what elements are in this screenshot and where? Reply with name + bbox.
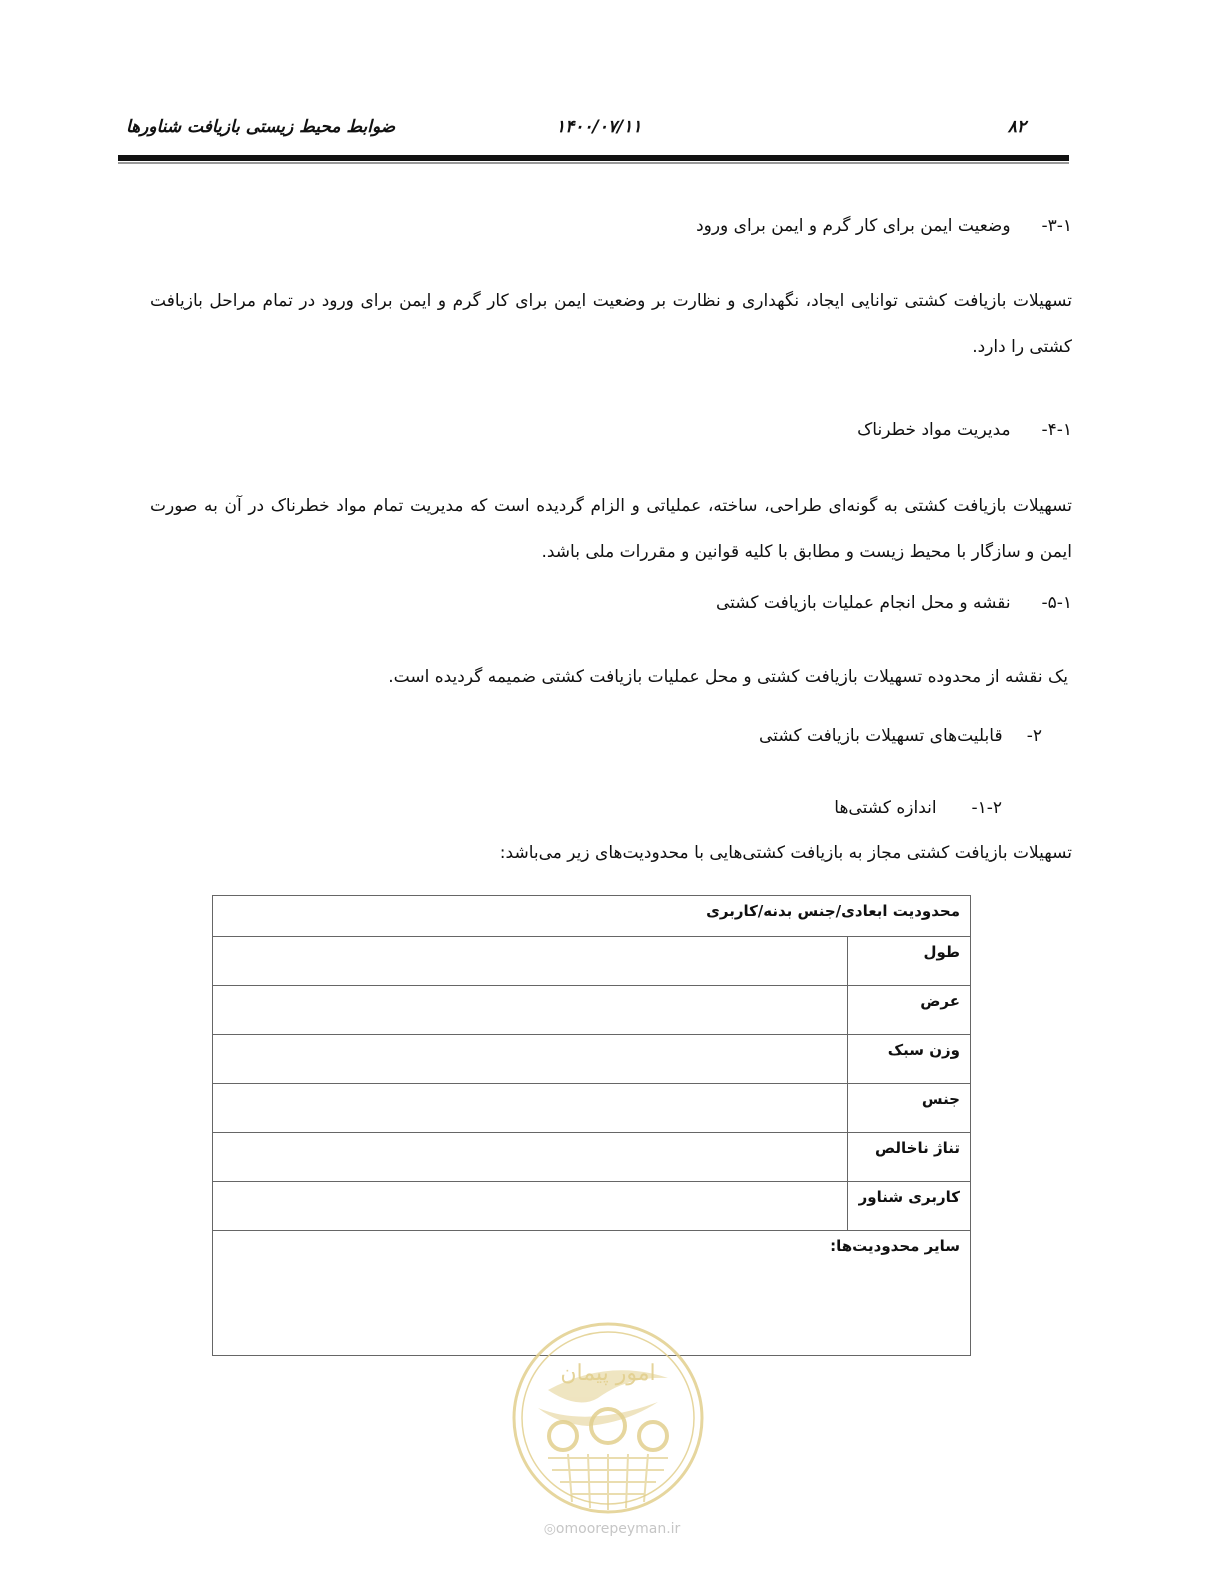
section-heading-2 [759, 726, 1042, 746]
watermark-url [522, 1521, 702, 1537]
row-label: وزن سبک [848, 1035, 971, 1084]
table-header-cell: محدودیت ابعادی/جنس بدنه/کاربری [213, 896, 971, 937]
section-number: ۳-۱- [1041, 216, 1072, 236]
row-label: جنس [848, 1084, 971, 1133]
header-rule [118, 155, 1069, 161]
paragraph-safe-work: تسهیلات بازیافت کشتی توانایی ایجاد، نگهداری و نظارت بر وضعیت ایمن برای کار گرم و ایمن برای ورود در تمام مراحل بازیافت کشتی را دارد. [150, 291, 1072, 357]
other-limits-cell: سایر محدودیت‌ها: [213, 1231, 971, 1356]
table-row [213, 1133, 971, 1182]
table-row [213, 1035, 971, 1084]
row-value [213, 986, 848, 1035]
paragraph-size-limits: تسهیلات بازیافت کشتی مجاز به بازیافت کشتی‌هایی با محدودیت‌های زیر می‌باشد: [499, 843, 1072, 863]
section-heading-1-4 [857, 420, 1072, 440]
row-label: تناژ ناخالص [848, 1133, 971, 1182]
row-value [213, 1133, 848, 1182]
page-number: ۸۲ [1007, 117, 1026, 137]
row-value [213, 1084, 848, 1133]
section-number: ۲- [1026, 726, 1042, 746]
section-number: ۱-۲- [971, 798, 1002, 818]
row-label: طول [848, 937, 971, 986]
section-number: ۴-۱- [1041, 420, 1072, 440]
row-label: کاربری شناور [848, 1182, 971, 1231]
section-heading-2-1 [834, 798, 1002, 818]
table-row [213, 1182, 971, 1231]
section-title: قابلیت‌های تسهیلات بازیافت کشتی [759, 726, 1003, 746]
watermark-url-text: omoorepeyman.ir [555, 1521, 681, 1537]
row-value [213, 1182, 848, 1231]
document-date: ۱۴۰۰/۰۷/۱۱ [556, 117, 642, 137]
row-label: عرض [848, 986, 971, 1035]
limits-table [212, 895, 971, 1356]
section-heading-1-3 [696, 216, 1072, 236]
globe-icon: ◎ [543, 1521, 556, 1537]
row-value [213, 1035, 848, 1084]
row-value [213, 937, 848, 986]
header-rule-shadow [118, 162, 1069, 164]
watermark-logo-text: امور پیمان [560, 1361, 656, 1386]
document-title: ضوابط محیط زیستی بازیافت شناورها [126, 117, 396, 137]
watermark-logo-icon [508, 1318, 708, 1518]
paragraph-map: یک نقشه از محدوده تسهیلات بازیافت کشتی و محل عملیات بازیافت کشتی ضمیمه گردیده است. [388, 667, 1068, 687]
section-number: ۵-۱- [1041, 593, 1072, 613]
section-title: وضعیت ایمن برای کار گرم و ایمن برای ورود [696, 216, 1011, 236]
section-heading-1-5 [716, 593, 1072, 613]
paragraph-hazardous-materials: تسهیلات بازیافت کشتی به گونه‌ای طراحی، ساخته، عملیاتی و الزام گردیده است که مدیریت تمام مواد خطرناک در آن به صورت ایمن و سازگار با محیط زیست و مطابق با کلیه قوانین و مقررات ملی باشد. [150, 496, 1072, 562]
table-header-row [213, 896, 971, 937]
section-title: نقشه و محل انجام عملیات بازیافت کشتی [715, 593, 1011, 613]
table-row [213, 986, 971, 1035]
section-title: مدیریت مواد خطرناک [857, 420, 1011, 440]
table-row [213, 1084, 971, 1133]
section-title: اندازه کشتی‌ها [834, 798, 937, 818]
table-row [213, 937, 971, 986]
